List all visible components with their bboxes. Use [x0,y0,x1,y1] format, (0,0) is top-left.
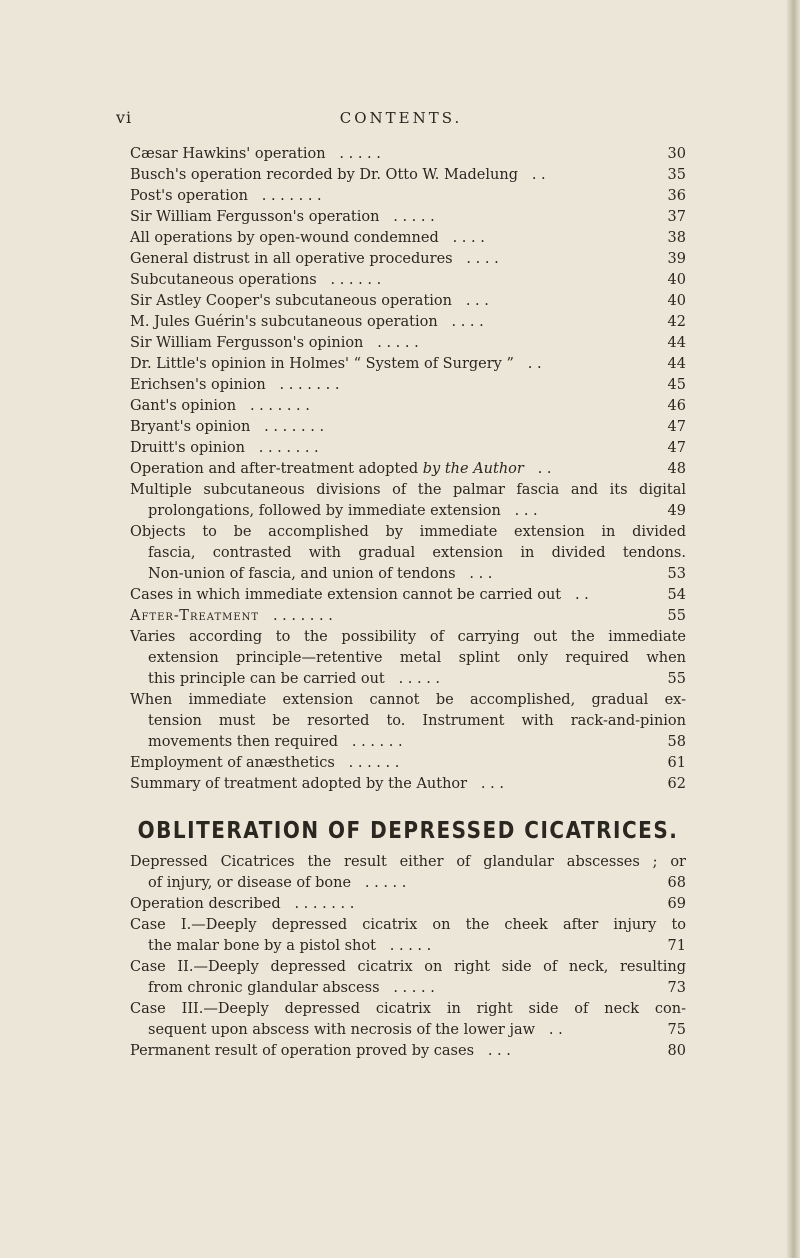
dot-leader: . . [548,1022,563,1038]
entry-text [130,396,686,417]
entry-text [130,1020,686,1041]
page-ref: 44 [667,356,686,372]
page-header [116,108,686,132]
toc-entry [130,627,686,690]
entry-text-part: Operation and after-treatment adopted [130,461,423,477]
entry-text [130,915,686,936]
dot-leader: . . . [465,293,489,309]
entry-text [130,375,686,396]
entry-text-part: Subcutaneous operations [130,272,317,288]
dot-leader: . . . . . . . [258,440,319,456]
entry-text-italic: by the Author [422,461,524,477]
toc-entry [130,690,686,753]
entry-text [130,249,686,270]
entry-text [130,999,686,1020]
entry-text [130,417,686,438]
entry-text [130,207,686,228]
toc-entry [130,753,686,774]
entry-text [130,522,686,543]
entry-text-part: extension principle—retentive metal splint only required when [148,650,686,666]
page-ref: 55 [667,671,686,687]
page-number: vi [116,108,133,127]
toc-entry [130,915,686,957]
entry-text-part: Employment of anæsthetics [130,755,335,771]
page-ref: 68 [667,875,686,891]
entry-text-part: Sir William Fergusson's opinion [130,335,364,351]
entry-text-part: Busch's operation recorded by Dr. Otto W. Madelung [130,167,518,183]
toc-entry [130,522,686,585]
entry-text-part: Case III.—Deeply depressed cicatrix in right side of neck con- [130,1001,686,1017]
toc-entry [130,312,686,333]
entry-text-part: M. Jules Guérin's subcutaneous operation [130,314,438,330]
page-ref: 69 [667,896,686,912]
entry-text-part: from chronic glandular abscess [148,980,380,996]
entry-text [130,873,686,894]
entry-text [130,753,686,774]
page-ref: 40 [667,293,686,309]
dot-leader: . . . . . [377,335,419,351]
entry-text-part: All operations by open-wound condemned [130,230,439,246]
toc-entry [130,606,686,627]
toc-entry [130,333,686,354]
entry-text [130,543,686,564]
dot-leader: . . . . . [393,980,435,996]
entry-text [130,480,686,501]
dot-leader: . . . . . [364,875,407,891]
page-ref: 73 [667,980,686,996]
entry-text-part: the malar bone by a pistol shot [148,938,376,954]
page-ref: 48 [667,461,686,477]
entry-text-part: Druitt's opinion [130,440,245,456]
entry-text-part: Post's operation [130,188,248,204]
toc-entry [130,144,686,165]
dot-leader: . . . . . . . [261,188,322,204]
entry-text-part: this principle can be carried out [148,671,385,687]
toc-entry [130,249,686,270]
toc-entry [130,270,686,291]
entry-text-part: Case II.—Deeply depressed cicatrix on right side of neck, resulting [130,959,686,975]
dot-leader: . . . [469,566,493,582]
toc-entry [130,585,686,606]
entry-text [130,1041,686,1062]
entry-text [130,585,686,606]
dot-leader: . . . [480,776,504,792]
toc-entry [130,999,686,1041]
entry-text [130,732,686,753]
running-title: CONTENTS. [339,109,463,127]
toc-entry [130,1041,686,1062]
entry-text-part: Summary of treatment adopted by the Author [130,776,468,792]
toc-entry [130,852,686,894]
dot-leader: . . . . . . . [264,419,325,435]
dot-leader: . . . . . . . [272,608,333,624]
entry-text-part: Depressed Cicatrices the result either of glandular abscesses ; or [130,854,686,870]
page-ref: 80 [667,1043,686,1059]
entry-text [130,144,686,165]
entry-text [130,165,686,186]
section-contents-list [130,852,686,1062]
entry-text-part: Sir Astley Cooper's subcutaneous operation [130,293,452,309]
dot-leader: . . . . [451,314,484,330]
entry-text [130,936,686,957]
entry-text-part: When immediate extension cannot be accomplished, gradual ex- [130,692,686,708]
dot-leader: . . . . . . . [294,896,355,912]
entry-text-part: Multiple subcutaneous divisions of the palmar fascia and its digital [130,482,686,498]
entry-text-part: fascia, contrasted with gradual extension in divided tendons. [148,545,686,561]
page-ref: 54 [667,587,686,603]
toc-entry [130,186,686,207]
section-title: OBLITERATION OF DEPRESSED CICATRICES. [137,816,679,844]
page-ref: 42 [667,314,686,330]
contents-list [130,144,686,795]
page-ref: 62 [667,776,686,792]
dot-leader: . . . . . . . [279,377,340,393]
page-ref: 40 [667,272,686,288]
entry-text [130,333,686,354]
entry-text [130,606,686,627]
toc-entry [130,417,686,438]
page-ref: 47 [667,440,686,456]
entry-text [130,957,686,978]
page-ref: 47 [667,419,686,435]
entry-text-part: Bryant's opinion [130,419,251,435]
entry-text [130,459,686,480]
entry-text-part: Case I.—Deeply depressed cicatrix on the cheek after injury to [130,917,686,933]
entry-text [130,438,686,459]
dot-leader: . . . . . [389,938,432,954]
entry-text [130,648,686,669]
entry-text-part: Dr. Little's opinion in Holmes' “ System of Surgery ” [130,356,514,372]
toc-entry [130,957,686,999]
entry-text-part: sequent upon abscess with necrosis of the lower jaw [148,1022,536,1038]
dot-leader: . . [574,587,589,603]
dot-leader: . . . . . . [348,755,400,771]
page-ref: 30 [667,146,686,162]
dot-leader: . . . [487,1043,511,1059]
entry-text [130,852,686,873]
entry-text-part: Varies according to the possibility of carrying out the immediate [130,629,686,645]
entry-text [130,711,686,732]
entry-text [130,354,686,375]
entry-text-part: Objects to be accomplished by immediate extension in divided [130,524,686,540]
dot-leader: . . . . . . [330,272,382,288]
entry-text [130,228,686,249]
dot-leader: . . . . [452,230,485,246]
entry-text-part: Gant's opinion [130,398,237,414]
page-ref: 53 [667,566,686,582]
entry-text [130,627,686,648]
entry-text [130,186,686,207]
toc-entry [130,375,686,396]
toc-entry [130,438,686,459]
entry-text [130,564,686,585]
entry-text [130,270,686,291]
toc-entry [130,459,686,480]
dot-leader: . . . . . . . [249,398,310,414]
entry-text-part: tension must be resorted to. Instrument with rack-and-pinion [148,713,686,729]
dot-leader: . . [537,461,552,477]
page-edge [786,0,800,1258]
dot-leader: . . . . . [398,671,441,687]
dot-leader: . . . [514,503,538,519]
entry-text [130,312,686,333]
dot-leader: . . . . . . [351,734,403,750]
entry-text-part: Erichsen's opinion [130,377,266,393]
page-ref: 61 [667,755,686,771]
entry-text-part: Non-union of fascia, and union of tendons [148,566,456,582]
entry-text-part: Cæsar Hawkins' operation [130,146,326,162]
entry-text [130,774,686,795]
entry-text-part: prolongations, followed by immediate extension [148,503,501,519]
page-ref: 39 [667,251,686,267]
page-ref: 45 [667,377,686,393]
entry-text-part: Sir William Fergusson's operation [130,209,380,225]
entry-text-part: General distrust in all operative procedures [130,251,453,267]
dot-leader: . . [531,167,546,183]
toc-entry [130,894,686,915]
dot-leader: . . . . . [339,146,381,162]
page-ref: 75 [667,1022,686,1038]
toc-entry [130,291,686,312]
entry-text [130,690,686,711]
entry-text [130,978,686,999]
entry-text [130,894,686,915]
toc-entry [130,774,686,795]
toc-entry [130,228,686,249]
page-ref: 38 [667,230,686,246]
page-ref: 36 [667,188,686,204]
page-ref: 44 [667,335,686,351]
page-ref: 49 [667,503,686,519]
entry-text-part: Operation described [130,896,281,912]
page-ref: 55 [667,608,686,624]
entry-text-part: After-Treatment [130,608,260,624]
entry-text [130,501,686,522]
dot-leader: . . . . . [393,209,435,225]
toc-entry [130,354,686,375]
toc-entry [130,396,686,417]
page-ref: 71 [667,938,686,954]
page-ref: 46 [667,398,686,414]
dot-leader: . . [527,356,542,372]
entry-text [130,291,686,312]
entry-text [130,669,686,690]
entry-text-part: of injury, or disease of bone [148,875,352,891]
page-ref: 58 [667,734,686,750]
dot-leader: . . . . [466,251,499,267]
page-ref: 37 [667,209,686,225]
entry-text-part: movements then required [148,734,339,750]
entry-text-part: Permanent result of operation proved by cases [130,1043,475,1059]
entry-text-part: Cases in which immediate extension cannot be carried out [130,587,562,603]
toc-entry [130,207,686,228]
toc-entry [130,480,686,522]
page-ref: 35 [667,167,686,183]
toc-entry [130,165,686,186]
